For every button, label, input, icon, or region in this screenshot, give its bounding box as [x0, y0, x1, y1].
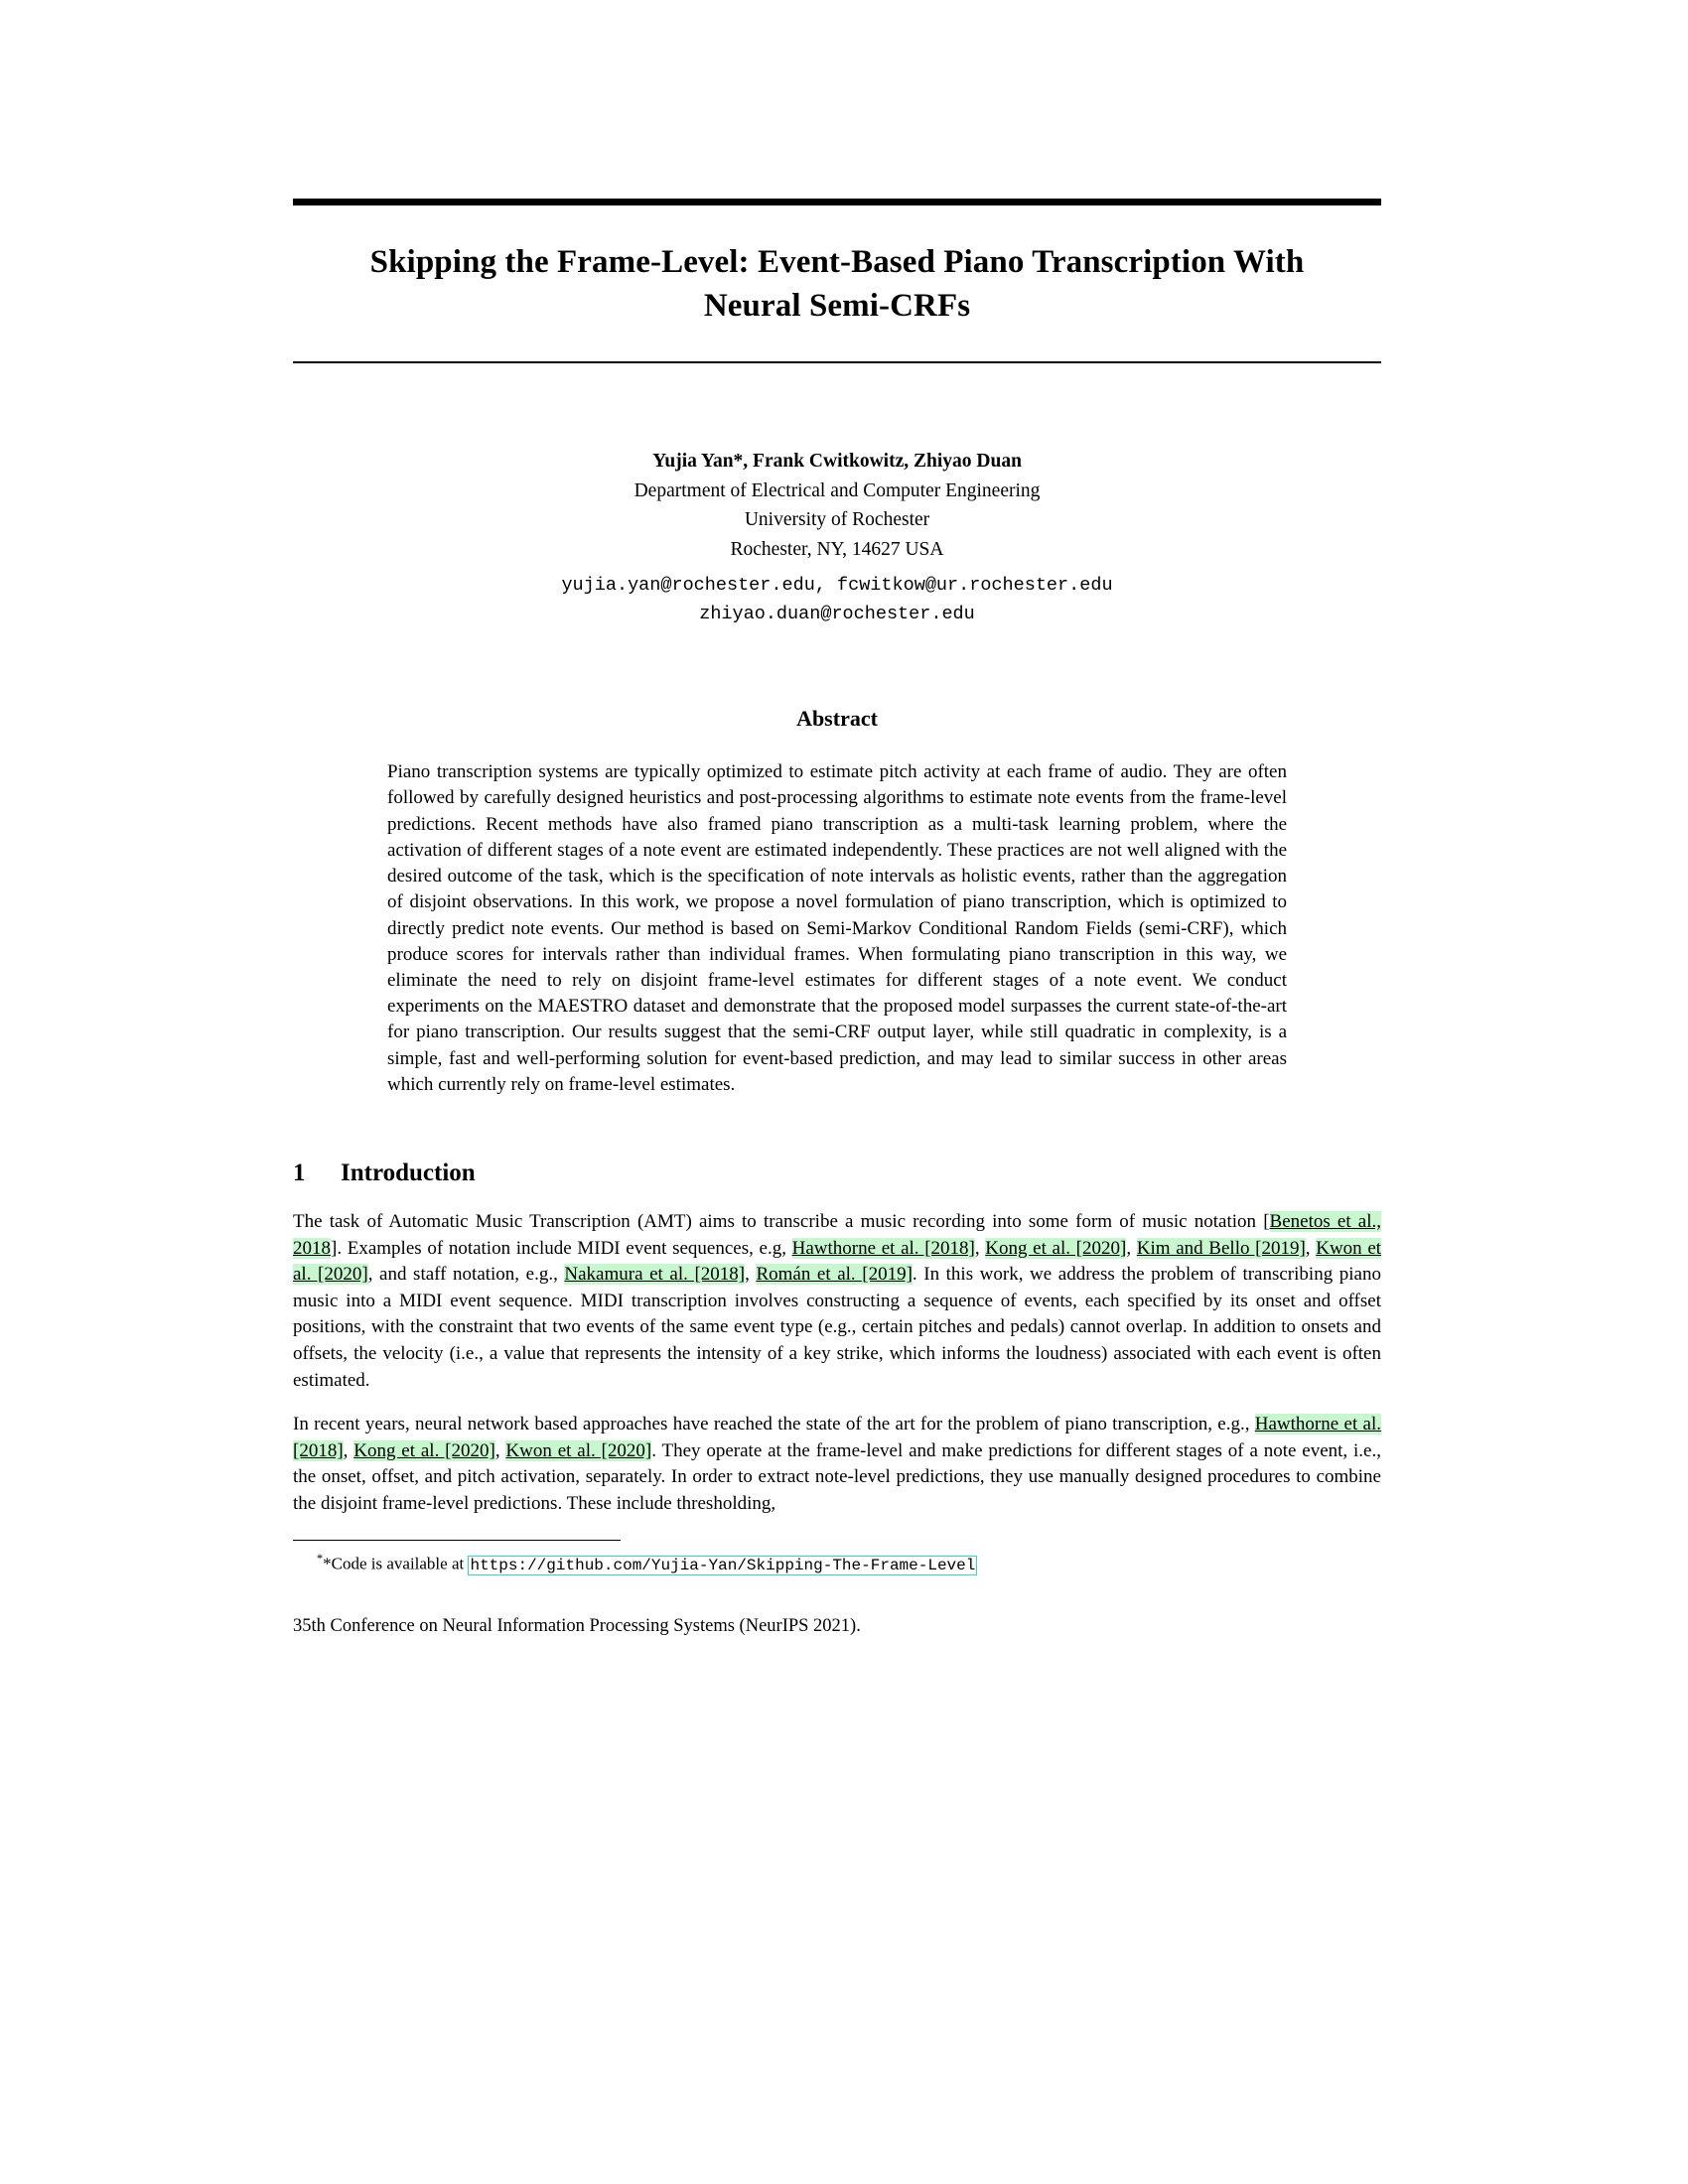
footnote-text: *Code is available at [323, 1554, 469, 1573]
intro-p1-sep-2: , [1126, 1237, 1137, 1259]
footnote-marker: * [317, 1552, 324, 1567]
author-list [293, 451, 1381, 473]
title-rule [293, 361, 1381, 363]
citation-hawthorne-2018[interactable]: Hawthorne et al. [2018] [791, 1237, 975, 1259]
citation-kwon-2020[interactable]: Kwon et al. [2020] [293, 1237, 1382, 1286]
citation-nakamura-2018[interactable]: Nakamura et al. [2018] [564, 1264, 746, 1286]
author-names: Yujia Yan*, Frank Cwitkowitz, Zhiyao Duan [652, 451, 1022, 473]
section-heading-introduction [293, 1160, 1381, 1187]
page-title: Skipping the Frame-Level: Event-Based Piano Transcription With Neural Semi-CRFs [369, 244, 1305, 324]
intro-p1-sep-4: , [745, 1264, 757, 1286]
intro-p1-text-a: The task of Automatic Music Transcription (AMT) aims to transcribe a music recording into some form of music notation [ [293, 1211, 1270, 1233]
affiliation [293, 477, 1381, 564]
intro-p1-sep-3: , [1305, 1237, 1317, 1259]
affiliation-address: Rochester, NY, 14627 USA [730, 538, 944, 560]
abstract-heading: Abstract [796, 706, 878, 732]
footnote-link[interactable]: https://github.com/Yujia-Yan/Skipping-The-Frame-Level [470, 1556, 976, 1574]
citation-kim-bello-2019[interactable]: Kim and Bello [2019] [1136, 1237, 1306, 1259]
intro-p1-text-f: , and staff notation, e.g., [367, 1264, 565, 1286]
section-title: Introduction [341, 1160, 476, 1187]
email-line-2: zhiyao.duan@rochester.edu [699, 603, 975, 624]
intro-p2-sep-1: , [343, 1439, 354, 1461]
intro-p1-text-b: ]. Examples of notation include MIDI event sequences, e.g, [331, 1237, 792, 1259]
footnote-separator [293, 1540, 621, 1542]
top-rule [293, 199, 1381, 205]
citation-kong-2020-b[interactable]: Kong et al. [2020] [353, 1439, 495, 1461]
section-number: 1 [293, 1160, 306, 1187]
citation-kwon-2020-b[interactable]: Kwon et al. [2020] [505, 1439, 652, 1461]
conference-note: 35th Conference on Neural Information Processing Systems (NeurIPS 2021). [293, 1616, 861, 1637]
email-line-1: yujia.yan@rochester.edu, fcwitkow@ur.rochester.edu [561, 574, 1113, 596]
paper-content [293, 199, 1381, 1637]
intro-p1-text-h: . In this work, we address the problem of transcribing piano music into a MIDI event sequence. MIDI transcription involves constructing a sequence of events, each specified by its onset and offset positions, with the constraint that two events of the same event type (e.g., certain pitches and pedals) cannot overlap. In addition to onsets and offsets, the velocity (i.e., a value that represents the intensity of a key strike, which informs the loudness) associated with each event is often estimated. [293, 1264, 1381, 1391]
affiliation-university: University of Rochester [744, 509, 930, 531]
intro-p2-text-d: . They operate at the frame-level and make predictions for different stages of a note event, i.e., the onset, offset, and pitch activation, separately. In order to extract note-level predictions, they use manually designed procedures to combine the disjoint frame-level predictions. These include thresholding, [293, 1439, 1381, 1514]
footnote [293, 1551, 1381, 1576]
citation-benetos[interactable]: Benetos et al., 2018 [293, 1211, 1381, 1259]
abstract-text: Piano transcription systems are typically optimized to estimate pitch activity at each frame of audio. They are often followed by carefully designed heuristics and post-processing algorithms to estimate note events from the frame-level predictions. Recent methods have also framed piano transcription as a multi-task learning problem, where the activation of different stages of a note event are estimated independently. These practices are not well aligned with the desired outcome of the task, which is the specification of note intervals as holistic events, rather than the aggregation of disjoint observations. In this work, we propose a novel formulation of piano transcription, which is optimized to directly predict note events. Our method is based on Semi-Markov Conditional Random Fields (semi-CRF), which produce scores for intervals rather than individual frames. When formulating piano transcription in this way, we eliminate the need to rely on disjoint frame-level estimates for different stages of a note event. We conduct experiments on the MAESTRO dataset and demonstrate that the proposed model surpasses the current state-of-the-art for piano transcription. Our results suggest that the semi-CRF output layer, while still quadratic in complexity, is a simple, fast and well-performing solution for event-based prediction, and may lead to similar success in other areas which currently rely on frame-level estimates. [387, 761, 1287, 1095]
email-block [293, 572, 1381, 628]
affiliation-department: Department of Electrical and Computer Engineering [633, 480, 1041, 502]
intro-p1-sep-1: , [974, 1237, 986, 1259]
intro-paragraph-2 [293, 1412, 1381, 1517]
citation-roman-2019[interactable]: Román et al. [2019] [756, 1264, 913, 1286]
citation-kong-2020[interactable]: Kong et al. [2020] [985, 1237, 1127, 1259]
intro-p2-text-a: In recent years, neural network based approaches have reached the state of the art for the problem of piano transcription, e.g., [293, 1414, 1255, 1435]
intro-p2-sep-2: , [494, 1439, 506, 1461]
intro-paragraph-1 [293, 1209, 1381, 1394]
citation-hawthorne-2018-b[interactable]: Hawthorne et al. [2018] [293, 1414, 1381, 1461]
